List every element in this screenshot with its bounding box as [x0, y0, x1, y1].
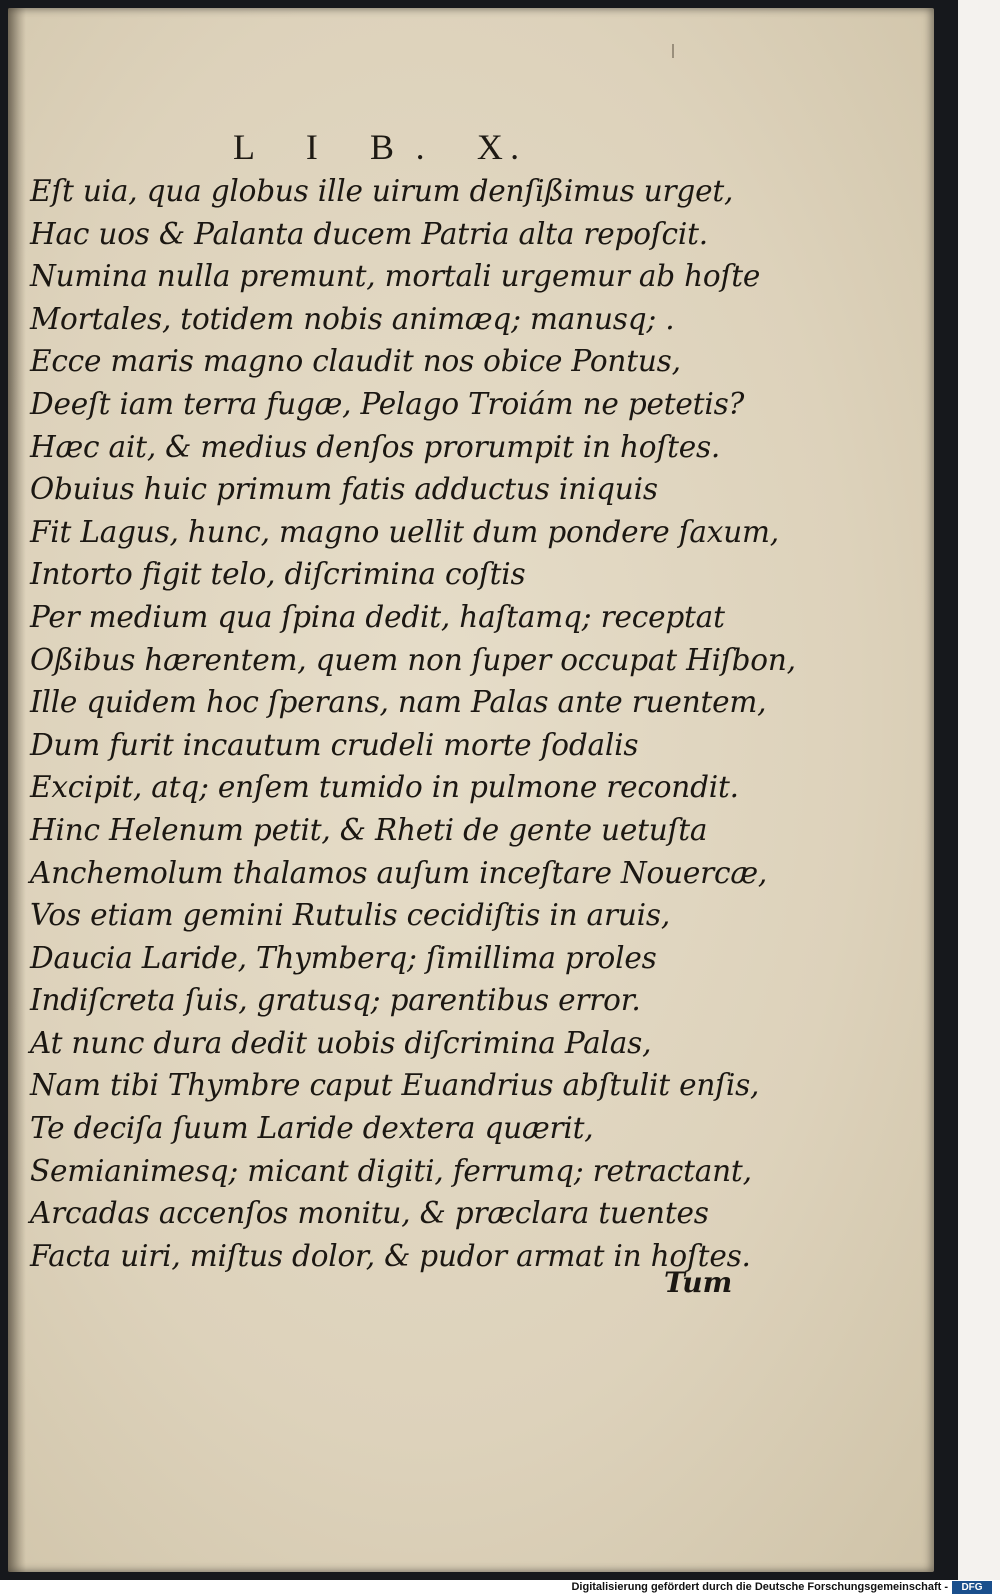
verse-line: Daucia Laride, Thymberq; ſimillima proles — [30, 940, 657, 975]
catchword: Tum — [664, 1266, 733, 1299]
verse-line: Nam tibi Thymbre caput Euandrius abſtulit enſis, — [30, 1068, 760, 1103]
verse-line: Indiſcreta ſuis, gratusq; parentibus error. — [30, 983, 641, 1018]
verse-line: Excipit, atq; enſem tumido in pulmone recondit. — [30, 770, 739, 805]
verse-line: Anchemolum thalamos auſum inceſtare Nouercæ, — [30, 855, 768, 890]
running-head-number: X. — [476, 127, 527, 167]
page-mark — [672, 44, 674, 58]
verse-line: Ille quidem hoc ſperans, nam Palas ante ruentem, — [30, 685, 767, 720]
running-head — [233, 126, 526, 168]
verse-line: Hæc ait, & medius denſos prorumpit in hoſtes. — [30, 429, 721, 464]
verse-line: Numina nulla premunt, mortali urgemur ab hoſte — [30, 259, 761, 294]
verse-line: Facta uiri, miſtus dolor, & pudor armat in hoſtes. — [30, 1238, 751, 1273]
verse-line: Te deciſa ſuum Laride dextera quærit, — [30, 1111, 594, 1146]
verse-line: Intorto figit telo, diſcrimina coſtis — [30, 557, 526, 592]
footer-credit: Digitalisierung gefördert durch die Deutsche Forschungsgemeinschaft - — [571, 1581, 948, 1593]
verse-line: Oßibus hærentem, quem non ſuper occupat Hiſbon, — [30, 642, 796, 677]
verse-line: At nunc dura dedit uobis diſcrimina Palas, — [30, 1025, 652, 1060]
dfg-logo[interactable]: DFG — [952, 1581, 992, 1594]
verse-text — [30, 170, 796, 1277]
running-head-book: L I B. — [233, 127, 447, 167]
verse-line: Fit Lagus, hunc, magno uellit dum pondere ſaxum, — [30, 514, 779, 549]
verse-line: Mortales, totidem nobis animæq; manusq; . — [30, 301, 675, 336]
verse-line: Deeſt iam terra fugæ, Pelago Troiám ne petetis? — [30, 386, 745, 421]
verse-line: Dum furit incautum crudeli morte ſodalis — [30, 727, 639, 762]
book-page — [8, 8, 934, 1572]
verse-line: Per medium qua ſpina dedit, haſtamq; receptat — [30, 599, 725, 634]
verse-line: Semianimesq; micant digiti, ferrumq; retractant, — [30, 1153, 752, 1188]
verse-line: Hac uos & Palanta ducem Patria alta repoſcit. — [30, 216, 708, 251]
verse-line: Arcadas accenſos monitu, & præclara tuentes — [30, 1196, 709, 1231]
verse-line: Vos etiam gemini Rutulis cecidiſtis in aruis, — [30, 898, 671, 933]
verse-line: Eſt uia, qua globus ille uirum denſißimus urget, — [30, 174, 734, 208]
verse-line: Obuius huic primum fatis adductus iniquis — [30, 472, 658, 507]
verse-line: Hinc Helenum petit, & Rheti de gente uetuſta — [30, 812, 708, 847]
verse-line: Ecce maris magno claudit nos obice Pontus, — [30, 344, 681, 379]
